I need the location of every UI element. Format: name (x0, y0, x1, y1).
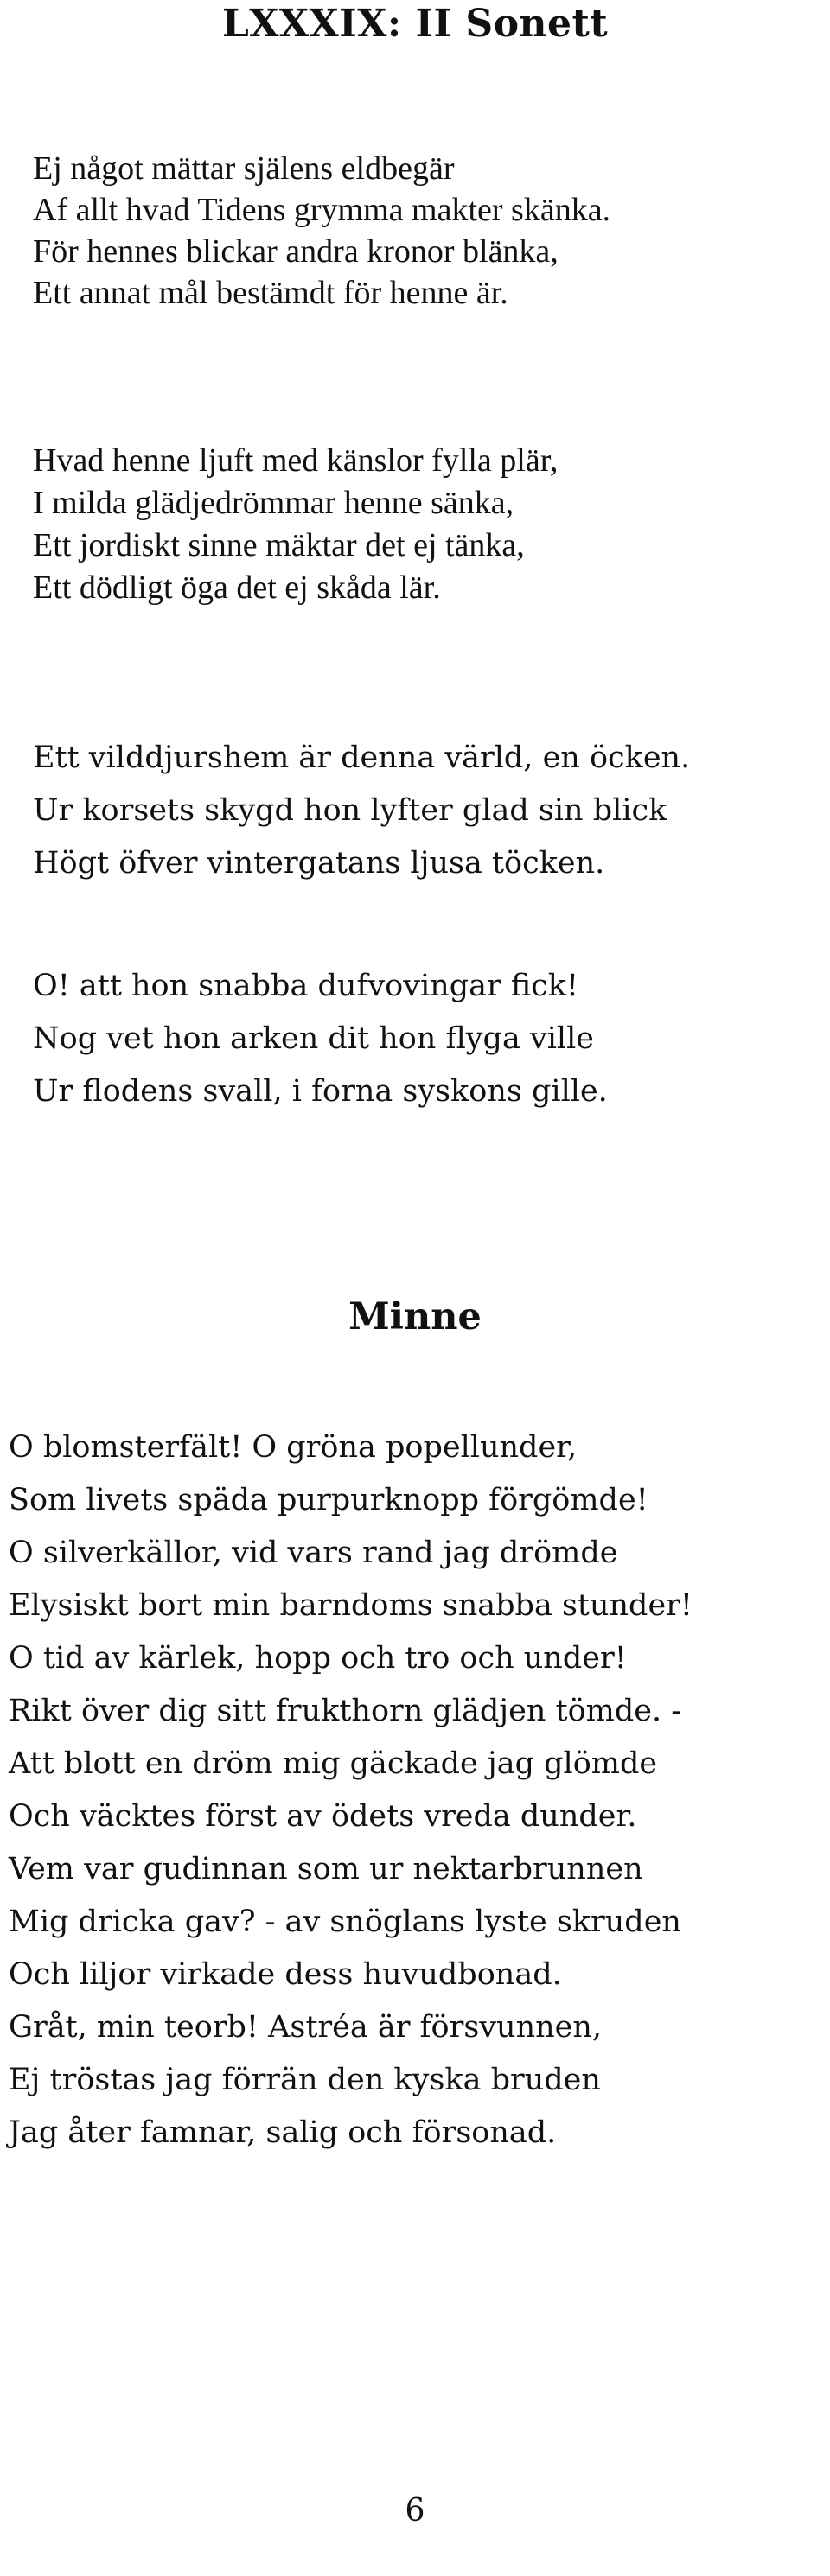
sonnet-title: LXXXIX: II Sonett (221, 2, 609, 46)
poem-line: Jag åter famnar, salig och försonad. (9, 2115, 557, 2150)
minne-title: Minne (348, 1295, 482, 1339)
minne-poem (9, 1422, 693, 2159)
poem-line: O silverkällor, vid vars rand jag drömde (9, 1536, 618, 1570)
poem-line: O tid av kärlek, hopp och tro och under! (9, 1641, 627, 1676)
poem-line: Och liljor virkade dess huvudbonad. (9, 1957, 562, 1992)
sonnet-stanza-4 (33, 960, 608, 1118)
poem-line: Rikt över dig sitt frukthorn glädjen tömde. - (9, 1694, 682, 1728)
poem-line: O blomsterfält! O gröna popellunder, (9, 1430, 578, 1465)
poem-line: Ej något mättar själens eldbegär (33, 150, 455, 187)
poem-line: Gråt, min teorb! Astréa är försvunnen, (9, 2010, 603, 2045)
poem-line: För hennes blickar andra kronor blänka, (33, 233, 559, 270)
poem-line: Ett vilddjurshem är denna värld, en öcken. (33, 741, 691, 775)
sonnet-stanza-3 (33, 732, 690, 890)
poem-line: Ur korsets skygd hon lyfter glad sin blick (33, 793, 667, 828)
poem-line: Att blott en dröm mig gäckade jag glömde (9, 1746, 658, 1781)
poem-line: Och väcktes först av ödets vreda dunder. (9, 1799, 637, 1834)
poem-line: Hvad henne ljuft med känslor fylla plär, (33, 442, 559, 479)
poem-line: Vem var gudinnan som ur nektarbrunnen (9, 1852, 643, 1886)
page-number: 6 (405, 2493, 425, 2528)
poem-line: Elysiskt bort min barndoms snabba stunder! (9, 1588, 693, 1623)
poem-line: Af allt hvad Tidens grymma makter skänka. (33, 192, 611, 228)
poem-line: O! att hon snabba dufvovingar fick! (33, 969, 579, 1003)
poem-line: Som livets späda purpurknopp förgömde! (9, 1483, 648, 1517)
poem-line: Ett dödligt öga det ej skåda lär. (33, 569, 441, 606)
poem-line: Mig dricka gav? - av snöglans lyste skruden (9, 1905, 681, 1939)
poem-line: Ur flodens svall, i forna syskons gille. (33, 1074, 608, 1109)
poem-line: Högt öfver vintergatans ljusa töcken. (33, 846, 605, 881)
sonnet-stanza-2 (33, 440, 558, 609)
poem-line: Nog vet hon arken dit hon flyga ville (33, 1021, 595, 1056)
poem-line: Ett annat mål bestämdt för henne är. (33, 275, 508, 311)
poem-line: Ej tröstas jag förrän den kyska bruden (9, 2063, 601, 2097)
sonnet-stanza-1 (33, 148, 610, 314)
poem-line: Ett jordiskt sinne mäktar det ej tänka, (33, 527, 525, 563)
poem-line: I milda glädjedrömmar henne sänka, (33, 485, 514, 521)
